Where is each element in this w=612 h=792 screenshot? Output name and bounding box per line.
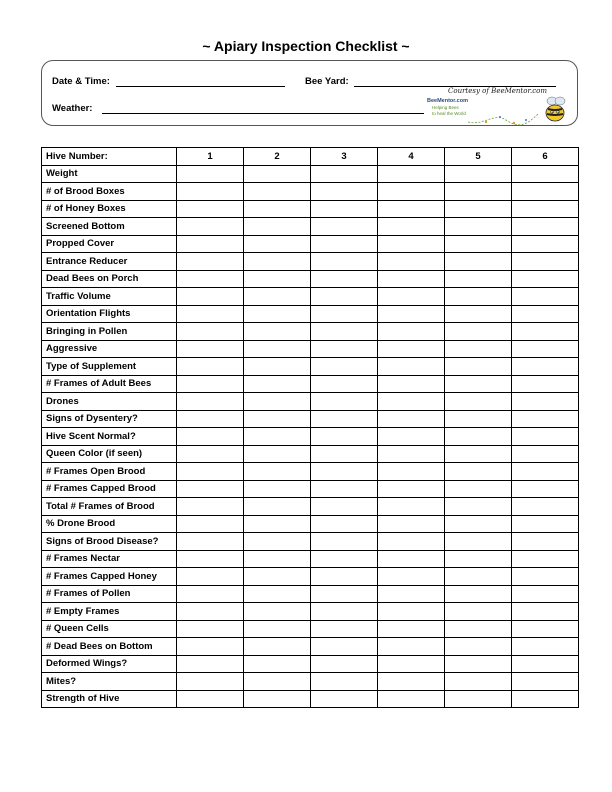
date-time-field[interactable]	[116, 86, 285, 87]
entry-cell-hive-1[interactable]	[177, 375, 244, 393]
table-row	[42, 323, 579, 341]
row-label: # Queen Cells	[42, 620, 177, 638]
hive-number-1: 1	[177, 148, 244, 166]
entry-cell-hive-4[interactable]	[378, 358, 445, 376]
row-label: Signs of Brood Disease?	[42, 533, 177, 551]
entry-cell-hive-4[interactable]	[378, 568, 445, 586]
entry-cell-hive-1[interactable]	[177, 445, 244, 463]
table-row	[42, 305, 579, 323]
entry-cell-hive-4[interactable]	[378, 218, 445, 236]
entry-cell-hive-6[interactable]	[512, 288, 579, 306]
entry-cell-hive-3[interactable]	[311, 585, 378, 603]
entry-cell-hive-3[interactable]	[311, 550, 378, 568]
entry-cell-hive-3[interactable]	[311, 463, 378, 481]
hive-number-header-row	[42, 148, 579, 166]
table-row	[42, 253, 579, 271]
entry-cell-hive-1[interactable]	[177, 323, 244, 341]
entry-cell-hive-2[interactable]	[244, 445, 311, 463]
entry-cell-hive-6[interactable]	[512, 428, 579, 446]
entry-cell-hive-1[interactable]	[177, 165, 244, 183]
entry-cell-hive-6[interactable]	[512, 638, 579, 656]
entry-cell-hive-2[interactable]	[244, 603, 311, 621]
entry-cell-hive-2[interactable]	[244, 270, 311, 288]
entry-cell-hive-5[interactable]	[445, 463, 512, 481]
row-label: Entrance Reducer	[42, 253, 177, 271]
entry-cell-hive-3[interactable]	[311, 340, 378, 358]
table-row	[42, 533, 579, 551]
hive-number-2: 2	[244, 148, 311, 166]
table-row	[42, 690, 579, 708]
entry-cell-hive-3[interactable]	[311, 393, 378, 411]
entry-cell-hive-2[interactable]	[244, 288, 311, 306]
entry-cell-hive-3[interactable]	[311, 568, 378, 586]
table-row	[42, 568, 579, 586]
entry-cell-hive-5[interactable]	[445, 358, 512, 376]
entry-cell-hive-3[interactable]	[311, 218, 378, 236]
entry-cell-hive-6[interactable]	[512, 375, 579, 393]
row-label: Drones	[42, 393, 177, 411]
entry-cell-hive-1[interactable]	[177, 620, 244, 638]
entry-cell-hive-6[interactable]	[512, 603, 579, 621]
row-label: % Drone Brood	[42, 515, 177, 533]
entry-cell-hive-4[interactable]	[378, 305, 445, 323]
entry-cell-hive-5[interactable]	[445, 673, 512, 691]
entry-cell-hive-3[interactable]	[311, 323, 378, 341]
entry-cell-hive-1[interactable]	[177, 533, 244, 551]
entry-cell-hive-2[interactable]	[244, 393, 311, 411]
entry-cell-hive-1[interactable]	[177, 498, 244, 516]
entry-cell-hive-6[interactable]	[512, 515, 579, 533]
logo-courtesy-text: Courtesy of BeeMentor.com	[448, 87, 548, 95]
entry-cell-hive-5[interactable]	[445, 498, 512, 516]
hive-number-6: 6	[512, 148, 579, 166]
entry-cell-hive-5[interactable]	[445, 533, 512, 551]
row-label: Traffic Volume	[42, 288, 177, 306]
entry-cell-hive-6[interactable]	[512, 270, 579, 288]
entry-cell-hive-4[interactable]	[378, 603, 445, 621]
entry-cell-hive-1[interactable]	[177, 288, 244, 306]
entry-cell-hive-2[interactable]	[244, 183, 311, 201]
row-label: # of Brood Boxes	[42, 183, 177, 201]
entry-cell-hive-3[interactable]	[311, 200, 378, 218]
entry-cell-hive-5[interactable]	[445, 445, 512, 463]
entry-cell-hive-5[interactable]	[445, 305, 512, 323]
entry-cell-hive-1[interactable]	[177, 638, 244, 656]
entry-cell-hive-5[interactable]	[445, 603, 512, 621]
table-row	[42, 410, 579, 428]
entry-cell-hive-2[interactable]	[244, 498, 311, 516]
entry-cell-hive-3[interactable]	[311, 445, 378, 463]
entry-cell-hive-4[interactable]	[378, 690, 445, 708]
entry-cell-hive-4[interactable]	[378, 235, 445, 253]
entry-cell-hive-4[interactable]	[378, 323, 445, 341]
entry-cell-hive-4[interactable]	[378, 673, 445, 691]
entry-cell-hive-6[interactable]	[512, 568, 579, 586]
table-row	[42, 620, 579, 638]
row-label: # Dead Bees on Bottom	[42, 638, 177, 656]
entry-cell-hive-2[interactable]	[244, 480, 311, 498]
entry-cell-hive-1[interactable]	[177, 673, 244, 691]
entry-cell-hive-3[interactable]	[311, 603, 378, 621]
entry-cell-hive-5[interactable]	[445, 270, 512, 288]
entry-cell-hive-2[interactable]	[244, 375, 311, 393]
table-row	[42, 358, 579, 376]
entry-cell-hive-3[interactable]	[311, 638, 378, 656]
entry-cell-hive-6[interactable]	[512, 218, 579, 236]
entry-cell-hive-1[interactable]	[177, 463, 244, 481]
entry-cell-hive-3[interactable]	[311, 428, 378, 446]
entry-cell-hive-1[interactable]	[177, 480, 244, 498]
entry-cell-hive-6[interactable]	[512, 200, 579, 218]
row-label: Orientation Flights	[42, 305, 177, 323]
row-label: Deformed Wings?	[42, 655, 177, 673]
table-row	[42, 165, 579, 183]
table-row	[42, 673, 579, 691]
row-label: Hive Scent Normal?	[42, 428, 177, 446]
entry-cell-hive-6[interactable]	[512, 235, 579, 253]
hive-number-4: 4	[378, 148, 445, 166]
entry-cell-hive-2[interactable]	[244, 323, 311, 341]
table-row	[42, 288, 579, 306]
entry-cell-hive-2[interactable]	[244, 428, 311, 446]
row-label: # of Honey Boxes	[42, 200, 177, 218]
table-row	[42, 340, 579, 358]
entry-cell-hive-4[interactable]	[378, 620, 445, 638]
entry-cell-hive-5[interactable]	[445, 655, 512, 673]
entry-cell-hive-4[interactable]	[378, 445, 445, 463]
entry-cell-hive-1[interactable]	[177, 410, 244, 428]
entry-cell-hive-1[interactable]	[177, 585, 244, 603]
hive-number-3: 3	[311, 148, 378, 166]
table-row	[42, 515, 579, 533]
hive-number-5: 5	[445, 148, 512, 166]
entry-cell-hive-4[interactable]	[378, 375, 445, 393]
row-label: # Frames of Adult Bees	[42, 375, 177, 393]
entry-cell-hive-5[interactable]	[445, 183, 512, 201]
entry-cell-hive-6[interactable]	[512, 463, 579, 481]
entry-cell-hive-2[interactable]	[244, 410, 311, 428]
table-row	[42, 585, 579, 603]
entry-cell-hive-2[interactable]	[244, 218, 311, 236]
table-row	[42, 550, 579, 568]
entry-cell-hive-3[interactable]	[311, 358, 378, 376]
entry-cell-hive-6[interactable]	[512, 550, 579, 568]
entry-cell-hive-5[interactable]	[445, 393, 512, 411]
entry-cell-hive-3[interactable]	[311, 498, 378, 516]
entry-cell-hive-2[interactable]	[244, 550, 311, 568]
entry-cell-hive-2[interactable]	[244, 253, 311, 271]
entry-cell-hive-1[interactable]	[177, 550, 244, 568]
logo-tagline-2: to heal the World	[432, 111, 466, 116]
logo-brand-text: BeeMentor.com	[427, 98, 468, 104]
entry-cell-hive-1[interactable]	[177, 200, 244, 218]
entry-cell-hive-5[interactable]	[445, 218, 512, 236]
entry-cell-hive-6[interactable]	[512, 655, 579, 673]
table-row	[42, 445, 579, 463]
row-label: Dead Bees on Porch	[42, 270, 177, 288]
entry-cell-hive-3[interactable]	[311, 620, 378, 638]
entry-cell-hive-4[interactable]	[378, 340, 445, 358]
entry-cell-hive-3[interactable]	[311, 480, 378, 498]
row-label: Queen Color (if seen)	[42, 445, 177, 463]
entry-cell-hive-6[interactable]	[512, 323, 579, 341]
entry-cell-hive-6[interactable]	[512, 673, 579, 691]
entry-cell-hive-4[interactable]	[378, 270, 445, 288]
entry-cell-hive-5[interactable]	[445, 638, 512, 656]
entry-cell-hive-2[interactable]	[244, 358, 311, 376]
entry-cell-hive-5[interactable]	[445, 480, 512, 498]
entry-cell-hive-4[interactable]	[378, 200, 445, 218]
table-row	[42, 638, 579, 656]
entry-cell-hive-3[interactable]	[311, 533, 378, 551]
row-label: # Frames Capped Brood	[42, 480, 177, 498]
table-row	[42, 603, 579, 621]
entry-cell-hive-5[interactable]	[445, 550, 512, 568]
entry-cell-hive-2[interactable]	[244, 533, 311, 551]
table-row	[42, 235, 579, 253]
table-row	[42, 270, 579, 288]
entry-cell-hive-6[interactable]	[512, 253, 579, 271]
entry-cell-hive-4[interactable]	[378, 165, 445, 183]
weather-label: Weather:	[52, 103, 93, 114]
entry-cell-hive-3[interactable]	[311, 253, 378, 271]
entry-cell-hive-2[interactable]	[244, 638, 311, 656]
entry-cell-hive-6[interactable]	[512, 305, 579, 323]
entry-cell-hive-6[interactable]	[512, 690, 579, 708]
entry-cell-hive-6[interactable]	[512, 358, 579, 376]
entry-cell-hive-3[interactable]	[311, 655, 378, 673]
entry-cell-hive-1[interactable]	[177, 305, 244, 323]
row-label: # Frames Capped Honey	[42, 568, 177, 586]
entry-cell-hive-1[interactable]	[177, 515, 244, 533]
entry-cell-hive-6[interactable]	[512, 480, 579, 498]
entry-cell-hive-2[interactable]	[244, 165, 311, 183]
entry-cell-hive-6[interactable]	[512, 340, 579, 358]
entry-cell-hive-5[interactable]	[445, 165, 512, 183]
entry-cell-hive-5[interactable]	[445, 585, 512, 603]
entry-cell-hive-2[interactable]	[244, 305, 311, 323]
entry-cell-hive-1[interactable]	[177, 568, 244, 586]
entry-cell-hive-5[interactable]	[445, 515, 512, 533]
entry-cell-hive-6[interactable]	[512, 165, 579, 183]
entry-cell-hive-3[interactable]	[311, 515, 378, 533]
entry-cell-hive-4[interactable]	[378, 550, 445, 568]
table-row	[42, 218, 579, 236]
bee-icon	[540, 95, 572, 127]
entry-cell-hive-5[interactable]	[445, 253, 512, 271]
entry-cell-hive-6[interactable]	[512, 498, 579, 516]
table-row	[42, 200, 579, 218]
entry-cell-hive-2[interactable]	[244, 463, 311, 481]
page-title: ~ Apiary Inspection Checklist ~	[202, 38, 410, 54]
table-row	[42, 428, 579, 446]
entry-cell-hive-3[interactable]	[311, 375, 378, 393]
row-label: Strength of Hive	[42, 690, 177, 708]
row-label: Signs of Dysentery?	[42, 410, 177, 428]
row-label: # Frames of Pollen	[42, 585, 177, 603]
entry-cell-hive-6[interactable]	[512, 533, 579, 551]
table-row	[42, 463, 579, 481]
entry-cell-hive-2[interactable]	[244, 673, 311, 691]
entry-cell-hive-4[interactable]	[378, 183, 445, 201]
row-label: Aggressive	[42, 340, 177, 358]
entry-cell-hive-4[interactable]	[378, 638, 445, 656]
row-label: # Empty Frames	[42, 603, 177, 621]
entry-cell-hive-4[interactable]	[378, 585, 445, 603]
entry-cell-hive-4[interactable]	[378, 428, 445, 446]
entry-cell-hive-5[interactable]	[445, 690, 512, 708]
entry-cell-hive-3[interactable]	[311, 305, 378, 323]
entry-cell-hive-3[interactable]	[311, 183, 378, 201]
table-row	[42, 375, 579, 393]
logo-tagline-1: Helping Bees	[432, 105, 459, 110]
entry-cell-hive-1[interactable]	[177, 603, 244, 621]
entry-cell-hive-6[interactable]	[512, 585, 579, 603]
entry-cell-hive-4[interactable]	[378, 533, 445, 551]
entry-cell-hive-3[interactable]	[311, 165, 378, 183]
entry-cell-hive-1[interactable]	[177, 218, 244, 236]
entry-cell-hive-1[interactable]	[177, 428, 244, 446]
entry-cell-hive-2[interactable]	[244, 690, 311, 708]
row-label: # Frames Nectar	[42, 550, 177, 568]
entry-cell-hive-2[interactable]	[244, 235, 311, 253]
entry-cell-hive-5[interactable]	[445, 375, 512, 393]
entry-cell-hive-1[interactable]	[177, 655, 244, 673]
entry-cell-hive-5[interactable]	[445, 410, 512, 428]
table-row	[42, 480, 579, 498]
entry-cell-hive-1[interactable]	[177, 690, 244, 708]
row-label: Screened Bottom	[42, 218, 177, 236]
row-label: Total # Frames of Brood	[42, 498, 177, 516]
entry-cell-hive-4[interactable]	[378, 498, 445, 516]
inspection-table	[41, 147, 579, 708]
entry-cell-hive-1[interactable]	[177, 183, 244, 201]
entry-cell-hive-1[interactable]	[177, 340, 244, 358]
entry-cell-hive-6[interactable]	[512, 410, 579, 428]
bee-yard-label: Bee Yard:	[305, 76, 349, 87]
date-time-label: Date & Time:	[52, 76, 110, 87]
entry-cell-hive-2[interactable]	[244, 655, 311, 673]
row-label: Bringing in Pollen	[42, 323, 177, 341]
entry-cell-hive-4[interactable]	[378, 288, 445, 306]
entry-cell-hive-6[interactable]	[512, 620, 579, 638]
entry-cell-hive-5[interactable]	[445, 323, 512, 341]
entry-cell-hive-4[interactable]	[378, 410, 445, 428]
entry-cell-hive-4[interactable]	[378, 515, 445, 533]
entry-cell-hive-5[interactable]	[445, 340, 512, 358]
entry-cell-hive-2[interactable]	[244, 340, 311, 358]
entry-cell-hive-4[interactable]	[378, 480, 445, 498]
row-label: # Frames Open Brood	[42, 463, 177, 481]
entry-cell-hive-1[interactable]	[177, 358, 244, 376]
entry-cell-hive-5[interactable]	[445, 620, 512, 638]
entry-cell-hive-6[interactable]	[512, 393, 579, 411]
entry-cell-hive-4[interactable]	[378, 655, 445, 673]
entry-cell-hive-3[interactable]	[311, 690, 378, 708]
entry-cell-hive-3[interactable]	[311, 270, 378, 288]
entry-cell-hive-5[interactable]	[445, 288, 512, 306]
entry-cell-hive-3[interactable]	[311, 410, 378, 428]
table-row	[42, 655, 579, 673]
entry-cell-hive-2[interactable]	[244, 620, 311, 638]
entry-cell-hive-6[interactable]	[512, 445, 579, 463]
entry-cell-hive-6[interactable]	[512, 183, 579, 201]
table-row	[42, 393, 579, 411]
table-row	[42, 183, 579, 201]
row-label: Weight	[42, 165, 177, 183]
row-label: Mites?	[42, 673, 177, 691]
row-label: Propped Cover	[42, 235, 177, 253]
table-row	[42, 498, 579, 516]
entry-cell-hive-1[interactable]	[177, 270, 244, 288]
entry-cell-hive-2[interactable]	[244, 200, 311, 218]
entry-cell-hive-4[interactable]	[378, 463, 445, 481]
entry-cell-hive-1[interactable]	[177, 393, 244, 411]
entry-cell-hive-4[interactable]	[378, 393, 445, 411]
entry-cell-hive-1[interactable]	[177, 235, 244, 253]
entry-cell-hive-1[interactable]	[177, 253, 244, 271]
entry-cell-hive-3[interactable]	[311, 288, 378, 306]
entry-cell-hive-5[interactable]	[445, 568, 512, 586]
entry-cell-hive-5[interactable]	[445, 200, 512, 218]
entry-cell-hive-2[interactable]	[244, 515, 311, 533]
entry-cell-hive-3[interactable]	[311, 235, 378, 253]
entry-cell-hive-3[interactable]	[311, 673, 378, 691]
entry-cell-hive-5[interactable]	[445, 428, 512, 446]
weather-field[interactable]	[102, 113, 424, 114]
entry-cell-hive-5[interactable]	[445, 235, 512, 253]
entry-cell-hive-2[interactable]	[244, 585, 311, 603]
entry-cell-hive-4[interactable]	[378, 253, 445, 271]
row-label: Type of Supplement	[42, 358, 177, 376]
hive-number-label: Hive Number:	[42, 148, 177, 166]
entry-cell-hive-2[interactable]	[244, 568, 311, 586]
